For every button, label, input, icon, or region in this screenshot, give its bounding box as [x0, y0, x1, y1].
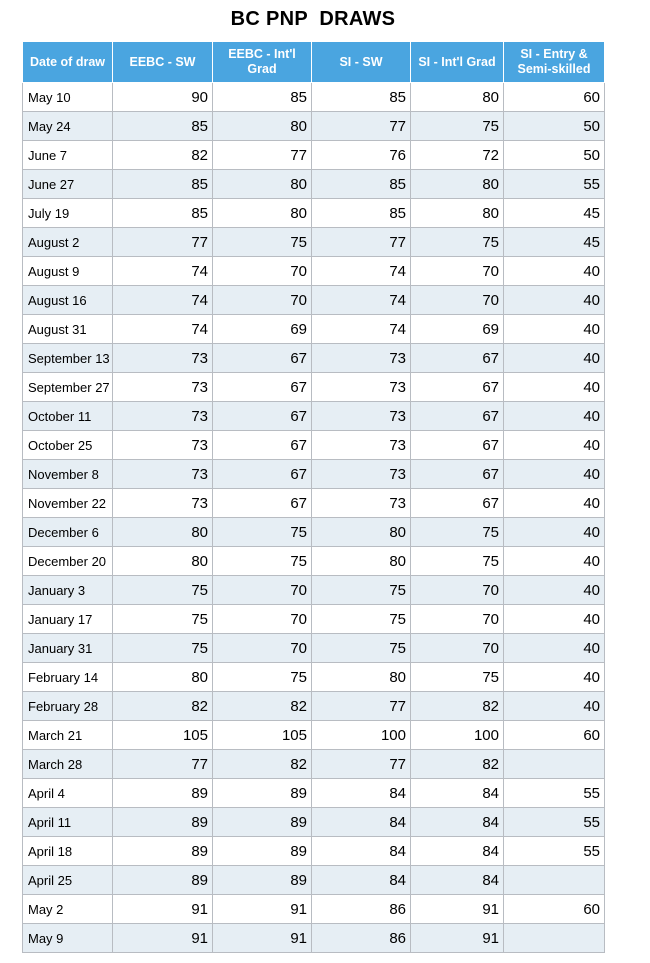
table-row	[23, 373, 605, 402]
table-row	[23, 315, 605, 344]
si-entry-semi-skilled-cell	[504, 866, 605, 895]
si-intl-grad-cell: 67	[411, 460, 504, 489]
date-cell: February 14	[23, 663, 113, 692]
si-entry-semi-skilled-cell: 40	[504, 634, 605, 663]
si-intl-grad-cell: 70	[411, 286, 504, 315]
date-cell: April 11	[23, 808, 113, 837]
eebc-intl-grad-cell: 67	[213, 373, 312, 402]
eebc-sw-cell: 90	[113, 83, 213, 112]
si-sw-cell: 77	[312, 750, 411, 779]
eebc-sw-cell: 74	[113, 286, 213, 315]
si-sw-cell: 73	[312, 489, 411, 518]
si-entry-semi-skilled-cell: 40	[504, 489, 605, 518]
si-sw-cell: 74	[312, 257, 411, 286]
date-cell: December 20	[23, 547, 113, 576]
eebc-intl-grad-cell: 75	[213, 518, 312, 547]
date-cell: November 8	[23, 460, 113, 489]
si-sw-cell: 86	[312, 895, 411, 924]
date-cell: December 6	[23, 518, 113, 547]
eebc-intl-grad-cell: 70	[213, 605, 312, 634]
si-intl-grad-cell: 100	[411, 721, 504, 750]
eebc-sw-cell: 80	[113, 663, 213, 692]
eebc-intl-grad-cell: 80	[213, 170, 312, 199]
table-row	[23, 83, 605, 112]
si-entry-semi-skilled-cell: 60	[504, 895, 605, 924]
si-entry-semi-skilled-cell: 45	[504, 228, 605, 257]
si-sw-cell: 73	[312, 373, 411, 402]
si-sw-cell: 73	[312, 460, 411, 489]
header-row	[23, 42, 605, 83]
si-entry-semi-skilled-cell: 40	[504, 286, 605, 315]
eebc-intl-grad-cell: 85	[213, 83, 312, 112]
table-row	[23, 402, 605, 431]
si-sw-cell: 85	[312, 199, 411, 228]
si-entry-semi-skilled-cell: 40	[504, 547, 605, 576]
si-intl-grad-cell: 84	[411, 779, 504, 808]
si-entry-semi-skilled-cell: 55	[504, 837, 605, 866]
eebc-intl-grad-cell: 91	[213, 895, 312, 924]
si-entry-semi-skilled-cell: 40	[504, 373, 605, 402]
eebc-sw-cell: 73	[113, 344, 213, 373]
table-row	[23, 112, 605, 141]
si-entry-semi-skilled-cell: 40	[504, 460, 605, 489]
eebc-sw-cell: 82	[113, 692, 213, 721]
si-intl-grad-cell: 69	[411, 315, 504, 344]
eebc-sw-cell: 82	[113, 141, 213, 170]
eebc-intl-grad-cell: 70	[213, 634, 312, 663]
eebc-sw-cell: 89	[113, 866, 213, 895]
header-si-sw: SI - SW	[312, 42, 411, 83]
si-intl-grad-cell: 67	[411, 344, 504, 373]
si-intl-grad-cell: 84	[411, 808, 504, 837]
table-row	[23, 721, 605, 750]
date-cell: April 18	[23, 837, 113, 866]
si-sw-cell: 75	[312, 605, 411, 634]
table-body	[23, 83, 605, 953]
header-eebc-intl-grad: EEBC - Int'l Grad	[213, 42, 312, 83]
si-intl-grad-cell: 84	[411, 837, 504, 866]
si-intl-grad-cell: 91	[411, 895, 504, 924]
si-sw-cell: 77	[312, 692, 411, 721]
si-sw-cell: 73	[312, 431, 411, 460]
date-cell: September 27	[23, 373, 113, 402]
eebc-sw-cell: 80	[113, 518, 213, 547]
si-intl-grad-cell: 82	[411, 692, 504, 721]
si-entry-semi-skilled-cell: 40	[504, 692, 605, 721]
page-title: BC PNP DRAWS	[230, 8, 396, 30]
eebc-sw-cell: 85	[113, 170, 213, 199]
eebc-sw-cell: 89	[113, 808, 213, 837]
table-row	[23, 692, 605, 721]
si-entry-semi-skilled-cell: 40	[504, 344, 605, 373]
si-intl-grad-cell: 91	[411, 924, 504, 953]
eebc-sw-cell: 77	[113, 750, 213, 779]
table-row	[23, 141, 605, 170]
eebc-intl-grad-cell: 67	[213, 344, 312, 373]
table-row	[23, 750, 605, 779]
header-eebc-sw: EEBC - SW	[113, 42, 213, 83]
table-row	[23, 924, 605, 953]
eebc-intl-grad-cell: 89	[213, 779, 312, 808]
date-cell: May 10	[23, 83, 113, 112]
eebc-sw-cell: 73	[113, 460, 213, 489]
si-intl-grad-cell: 70	[411, 605, 504, 634]
eebc-intl-grad-cell: 91	[213, 924, 312, 953]
eebc-intl-grad-cell: 70	[213, 286, 312, 315]
date-cell: August 2	[23, 228, 113, 257]
eebc-sw-cell: 74	[113, 257, 213, 286]
table-header	[23, 42, 605, 83]
date-cell: May 24	[23, 112, 113, 141]
si-entry-semi-skilled-cell: 40	[504, 257, 605, 286]
si-sw-cell: 84	[312, 866, 411, 895]
si-sw-cell: 74	[312, 286, 411, 315]
si-intl-grad-cell: 75	[411, 112, 504, 141]
date-cell: January 31	[23, 634, 113, 663]
eebc-sw-cell: 89	[113, 779, 213, 808]
si-entry-semi-skilled-cell: 55	[504, 779, 605, 808]
si-entry-semi-skilled-cell: 55	[504, 170, 605, 199]
si-sw-cell: 80	[312, 547, 411, 576]
table-row	[23, 489, 605, 518]
eebc-sw-cell: 91	[113, 924, 213, 953]
table-row	[23, 779, 605, 808]
table-row	[23, 837, 605, 866]
si-intl-grad-cell: 67	[411, 489, 504, 518]
si-sw-cell: 85	[312, 83, 411, 112]
eebc-sw-cell: 75	[113, 576, 213, 605]
si-sw-cell: 75	[312, 576, 411, 605]
header-date-of-draw: Date of draw	[23, 42, 113, 83]
eebc-intl-grad-cell: 67	[213, 431, 312, 460]
si-sw-cell: 84	[312, 837, 411, 866]
si-entry-semi-skilled-cell: 40	[504, 605, 605, 634]
eebc-intl-grad-cell: 69	[213, 315, 312, 344]
eebc-sw-cell: 91	[113, 895, 213, 924]
header-si-intl-grad: SI - Int'l Grad	[411, 42, 504, 83]
eebc-sw-cell: 73	[113, 373, 213, 402]
si-entry-semi-skilled-cell: 45	[504, 199, 605, 228]
si-intl-grad-cell: 80	[411, 199, 504, 228]
eebc-intl-grad-cell: 80	[213, 112, 312, 141]
si-intl-grad-cell: 67	[411, 402, 504, 431]
si-entry-semi-skilled-cell: 40	[504, 315, 605, 344]
si-intl-grad-cell: 80	[411, 83, 504, 112]
date-cell: November 22	[23, 489, 113, 518]
table-row	[23, 576, 605, 605]
si-entry-semi-skilled-cell: 40	[504, 518, 605, 547]
table-row	[23, 344, 605, 373]
si-intl-grad-cell: 84	[411, 866, 504, 895]
si-intl-grad-cell: 70	[411, 634, 504, 663]
si-entry-semi-skilled-cell: 60	[504, 721, 605, 750]
si-sw-cell: 85	[312, 170, 411, 199]
eebc-intl-grad-cell: 82	[213, 750, 312, 779]
date-cell: January 17	[23, 605, 113, 634]
table-row	[23, 605, 605, 634]
si-sw-cell: 74	[312, 315, 411, 344]
eebc-intl-grad-cell: 70	[213, 576, 312, 605]
si-entry-semi-skilled-cell: 40	[504, 576, 605, 605]
table-row	[23, 808, 605, 837]
eebc-intl-grad-cell: 80	[213, 199, 312, 228]
eebc-intl-grad-cell: 105	[213, 721, 312, 750]
eebc-intl-grad-cell: 70	[213, 257, 312, 286]
si-intl-grad-cell: 67	[411, 431, 504, 460]
eebc-intl-grad-cell: 89	[213, 837, 312, 866]
si-entry-semi-skilled-cell: 60	[504, 83, 605, 112]
eebc-sw-cell: 89	[113, 837, 213, 866]
si-entry-semi-skilled-cell	[504, 750, 605, 779]
si-sw-cell: 100	[312, 721, 411, 750]
eebc-sw-cell: 85	[113, 112, 213, 141]
table-row	[23, 257, 605, 286]
eebc-sw-cell: 73	[113, 402, 213, 431]
date-cell: May 9	[23, 924, 113, 953]
eebc-intl-grad-cell: 89	[213, 808, 312, 837]
eebc-intl-grad-cell: 89	[213, 866, 312, 895]
eebc-sw-cell: 105	[113, 721, 213, 750]
date-cell: March 21	[23, 721, 113, 750]
eebc-intl-grad-cell: 67	[213, 489, 312, 518]
table-row	[23, 895, 605, 924]
si-sw-cell: 86	[312, 924, 411, 953]
si-intl-grad-cell: 70	[411, 257, 504, 286]
si-sw-cell: 76	[312, 141, 411, 170]
eebc-sw-cell: 73	[113, 489, 213, 518]
si-entry-semi-skilled-cell: 55	[504, 808, 605, 837]
date-cell: May 2	[23, 895, 113, 924]
date-cell: June 27	[23, 170, 113, 199]
si-intl-grad-cell: 75	[411, 547, 504, 576]
si-sw-cell: 84	[312, 808, 411, 837]
eebc-sw-cell: 80	[113, 547, 213, 576]
si-intl-grad-cell: 80	[411, 170, 504, 199]
table-row	[23, 663, 605, 692]
date-cell: April 4	[23, 779, 113, 808]
si-sw-cell: 80	[312, 518, 411, 547]
si-entry-semi-skilled-cell: 40	[504, 431, 605, 460]
si-entry-semi-skilled-cell	[504, 924, 605, 953]
eebc-sw-cell: 74	[113, 315, 213, 344]
si-intl-grad-cell: 75	[411, 518, 504, 547]
si-sw-cell: 77	[312, 112, 411, 141]
si-entry-semi-skilled-cell: 40	[504, 402, 605, 431]
si-sw-cell: 73	[312, 402, 411, 431]
date-cell: January 3	[23, 576, 113, 605]
si-sw-cell: 73	[312, 344, 411, 373]
date-cell: August 16	[23, 286, 113, 315]
date-cell: August 31	[23, 315, 113, 344]
si-sw-cell: 75	[312, 634, 411, 663]
table-row	[23, 170, 605, 199]
eebc-intl-grad-cell: 67	[213, 402, 312, 431]
si-sw-cell: 77	[312, 228, 411, 257]
table-row	[23, 866, 605, 895]
date-cell: August 9	[23, 257, 113, 286]
date-cell: October 11	[23, 402, 113, 431]
eebc-sw-cell: 85	[113, 199, 213, 228]
si-entry-semi-skilled-cell: 50	[504, 141, 605, 170]
date-cell: March 28	[23, 750, 113, 779]
table-row	[23, 228, 605, 257]
si-entry-semi-skilled-cell: 40	[504, 663, 605, 692]
eebc-sw-cell: 75	[113, 634, 213, 663]
eebc-sw-cell: 73	[113, 431, 213, 460]
table-row	[23, 460, 605, 489]
date-cell: June 7	[23, 141, 113, 170]
eebc-intl-grad-cell: 77	[213, 141, 312, 170]
si-entry-semi-skilled-cell: 50	[504, 112, 605, 141]
table-row	[23, 286, 605, 315]
si-sw-cell: 84	[312, 779, 411, 808]
date-cell: July 19	[23, 199, 113, 228]
date-cell: April 25	[23, 866, 113, 895]
eebc-intl-grad-cell: 75	[213, 663, 312, 692]
eebc-intl-grad-cell: 67	[213, 460, 312, 489]
table-row	[23, 431, 605, 460]
draws-table	[22, 41, 605, 953]
si-intl-grad-cell: 67	[411, 373, 504, 402]
date-cell: February 28	[23, 692, 113, 721]
eebc-sw-cell: 75	[113, 605, 213, 634]
eebc-intl-grad-cell: 75	[213, 228, 312, 257]
si-sw-cell: 80	[312, 663, 411, 692]
date-cell: September 13	[23, 344, 113, 373]
si-intl-grad-cell: 72	[411, 141, 504, 170]
si-intl-grad-cell: 75	[411, 228, 504, 257]
table-row	[23, 547, 605, 576]
si-intl-grad-cell: 75	[411, 663, 504, 692]
header-si-entry-semi-skilled: SI - Entry & Semi-skilled	[504, 42, 605, 83]
table-row	[23, 518, 605, 547]
date-cell: October 25	[23, 431, 113, 460]
table-row	[23, 634, 605, 663]
si-intl-grad-cell: 70	[411, 576, 504, 605]
si-intl-grad-cell: 82	[411, 750, 504, 779]
table-row	[23, 199, 605, 228]
eebc-intl-grad-cell: 82	[213, 692, 312, 721]
eebc-sw-cell: 77	[113, 228, 213, 257]
eebc-intl-grad-cell: 75	[213, 547, 312, 576]
